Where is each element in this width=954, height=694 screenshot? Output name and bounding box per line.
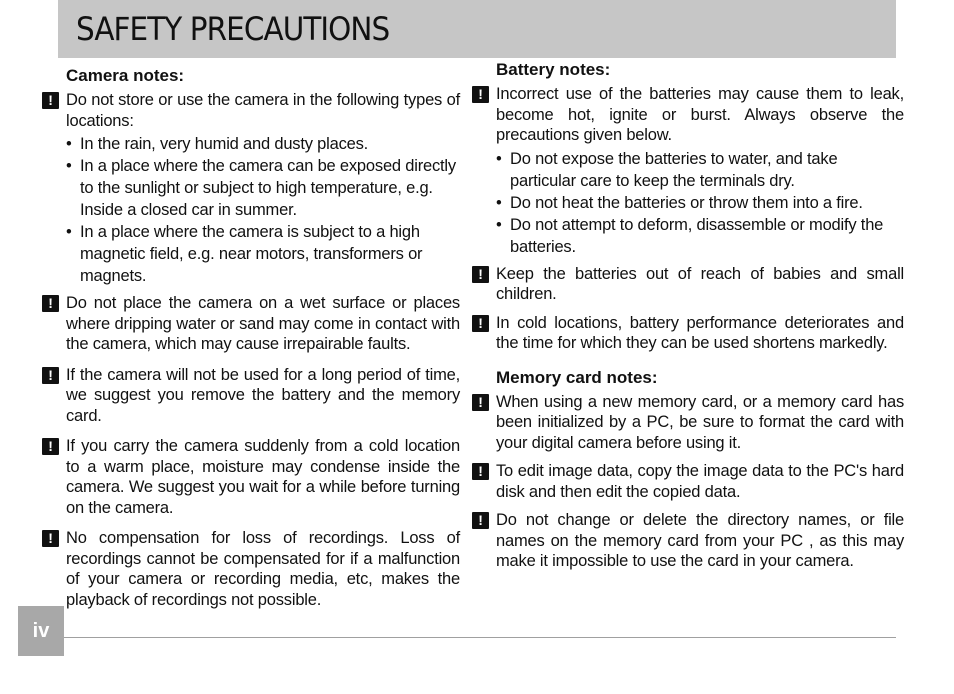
memory-note-1 <box>472 392 904 454</box>
list-item-text: Do not expose the batteries to water, and take particular care to keep the terminals dry. <box>510 149 838 190</box>
bullet-icon: • <box>496 193 502 212</box>
list-item <box>66 133 460 155</box>
warning-icon: ! <box>472 394 489 411</box>
battery-note-3 <box>472 313 904 354</box>
warning-icon: ! <box>42 530 59 547</box>
note-text: To edit image data, copy the image data to the PC's hard disk and then edit the copied data. <box>496 462 904 501</box>
note-text: No compensation for loss of recordings. Loss of recordings cannot be compensated for if a malfunction of your camera or recording media, etc, makes the playback of recordings not possible. <box>66 529 460 609</box>
battery-notes-heading: Battery notes: <box>496 60 611 79</box>
list-item-text: In the rain, very humid and dusty places. <box>80 135 369 153</box>
list-item <box>66 155 460 221</box>
warning-icon: ! <box>42 367 59 384</box>
warning-icon: ! <box>42 92 59 109</box>
list-item <box>496 214 904 258</box>
page-title: SAFETY PRECAUTIONS <box>76 10 390 48</box>
list-item-text: In a place where the camera is subject to a high magnetic field, e.g. near motors, transformers or magnets. <box>80 223 423 285</box>
note-text: When using a new memory card, or a memory card has been initialized by a PC, be sure to format the card with your digital camera before using it. <box>496 392 904 452</box>
warning-icon: ! <box>472 512 489 529</box>
list-item-text: In a place where the camera can be exposed directly to the sunlight or subject to high temperature, e.g. Inside a closed car in summer. <box>80 157 456 219</box>
list-item <box>496 192 904 214</box>
warning-icon: ! <box>42 295 59 312</box>
memory-note-2 <box>472 461 904 502</box>
warning-icon: ! <box>472 86 489 103</box>
title-bar <box>58 0 896 58</box>
note-text: In cold locations, battery performance deteriorates and the time for which they can be used shortens markedly. <box>496 313 904 352</box>
warning-icon: ! <box>472 315 489 332</box>
warning-icon: ! <box>472 463 489 480</box>
memory-card-notes-heading: Memory card notes: <box>496 367 658 387</box>
camera-note-3 <box>42 365 460 427</box>
battery-note-1 <box>472 84 904 146</box>
right-column <box>472 60 904 572</box>
note-text: Do not store or use the camera in the following types of locations: <box>66 91 460 130</box>
note-text: Do not place the camera on a wet surface or places where dripping water or sand may come in contact with the camera, which may cause irrepairable faults. <box>66 294 460 353</box>
note-text: Incorrect use of the batteries may cause them to leak, become hot, ignite or burst. Always observe the precautions given below. <box>496 85 904 144</box>
bullet-icon: • <box>66 223 72 241</box>
camera-note-5 <box>42 528 460 610</box>
camera-note-1 <box>42 90 460 131</box>
list-item <box>66 221 460 287</box>
camera-note-4 <box>42 436 460 518</box>
bullet-icon: • <box>66 135 72 153</box>
bullet-icon: • <box>496 215 502 234</box>
camera-note-2 <box>42 293 460 355</box>
footer-divider <box>64 637 896 638</box>
memory-note-3 <box>472 510 904 572</box>
note-text: Do not change or delete the directory names, or file names on the memory card from your PC , as this may make it impossible to use the card in your camera. <box>496 511 904 570</box>
battery-precaution-list <box>496 148 904 258</box>
list-item-text: Do not heat the batteries or throw them into a fire. <box>510 193 863 212</box>
note-text: Keep the batteries out of reach of babies and small children. <box>496 264 904 303</box>
camera-location-list <box>66 133 460 287</box>
list-item <box>496 148 904 192</box>
list-item-text: Do not attempt to deform, disassemble or modify the batteries. <box>510 215 884 256</box>
battery-note-2 <box>472 264 904 305</box>
camera-notes-heading: Camera notes: <box>66 66 185 85</box>
page-number: iv <box>18 606 64 656</box>
note-text: If you carry the camera suddenly from a cold location to a warm place, moisture may condense inside the camera. We suggest you wait for a while before turning on the camera. <box>66 437 460 517</box>
bullet-icon: • <box>66 157 72 175</box>
warning-icon: ! <box>472 266 489 283</box>
bullet-icon: • <box>496 149 502 168</box>
warning-icon: ! <box>42 438 59 455</box>
note-text: If the camera will not be used for a long period of time, we suggest you remove the battery and the memory card. <box>66 365 460 425</box>
left-column <box>42 66 460 610</box>
